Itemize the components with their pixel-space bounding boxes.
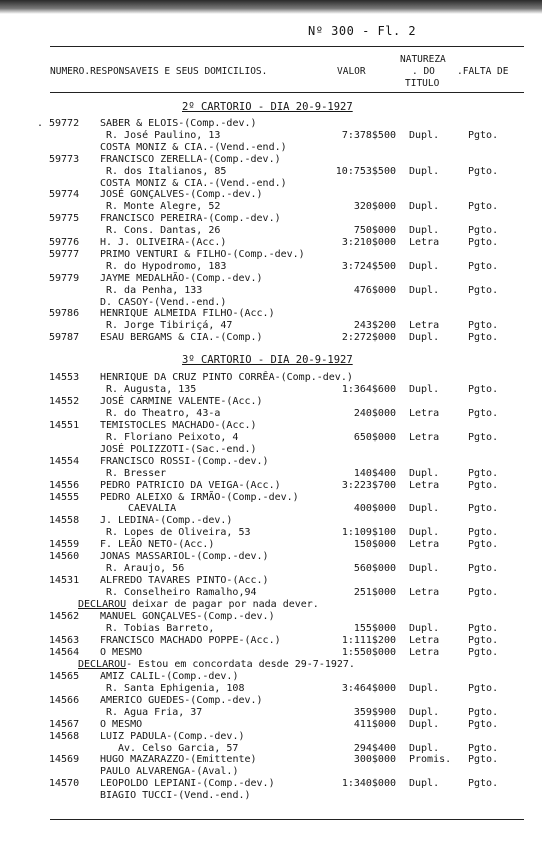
- table-row: [0, 166, 542, 177]
- falta-de: Pgto.: [468, 479, 499, 491]
- header-numero: NUMERO: [50, 66, 85, 77]
- header-natureza: NATUREZA: [400, 54, 446, 65]
- row-number: 59787: [49, 332, 80, 344]
- table-row: [0, 444, 542, 455]
- falta-de: Pgto.: [468, 527, 499, 539]
- value-amount: 1:340$000: [341, 778, 396, 790]
- responsible-name: R. dos Italianos, 85: [106, 165, 227, 177]
- table-row: [0, 432, 542, 443]
- value-amount: 251$000: [353, 587, 396, 599]
- table-row: [0, 671, 542, 682]
- falta-de: Pgto.: [468, 383, 499, 395]
- responsible-name: JAYME MEDALHÃO-(Comp.-dev.): [100, 272, 263, 284]
- table-row: [0, 647, 542, 658]
- table-row: [0, 778, 542, 789]
- responsible-name: ESAU BERGAMS & CIA.-(Comp.): [100, 332, 263, 344]
- falta-de: Pgto.: [468, 503, 499, 515]
- responsible-name: PEDRO PATRICIO DA VEIGA-(Acc.): [100, 479, 281, 491]
- row-number: 14553: [49, 372, 80, 383]
- row-number: 14567: [49, 718, 80, 730]
- table-row: [0, 587, 542, 598]
- table-row: [0, 754, 542, 765]
- declaration-text: - Estou em concordata desde 29-7-1927.: [126, 658, 355, 670]
- falta-de: Pgto.: [468, 682, 499, 694]
- row-number: 14564: [49, 646, 80, 658]
- value-amount: 2:272$000: [341, 332, 396, 344]
- row-number: 14563: [49, 634, 80, 646]
- table-row: [0, 623, 542, 634]
- responsible-name: R. Monte Alegre, 52: [106, 201, 221, 213]
- responsible-name: AMERICO GUEDES-(Comp.-dev.): [100, 694, 263, 706]
- bullet-mark: .: [37, 118, 44, 129]
- responsible-name: R. da Penha, 133: [106, 284, 203, 296]
- falta-de: Pgto.: [468, 742, 499, 754]
- title-nature: Dupl.: [409, 129, 440, 141]
- header-top-rule: [50, 46, 524, 47]
- table-row: [0, 408, 542, 419]
- falta-de: Pgto.: [468, 587, 499, 599]
- responsible-name: Av. Celso Garcia, 57: [118, 742, 239, 754]
- declaration-keyword: DECLAROU: [78, 599, 127, 610]
- responsible-name: R. Cons. Dantas, 26: [106, 225, 221, 237]
- title-nature: Dupl.: [409, 527, 440, 539]
- value-amount: 1:111$200: [341, 634, 396, 646]
- responsible-name: R. Tobias Barreto,: [106, 623, 215, 634]
- responsible-name: O MESMO: [100, 718, 143, 730]
- responsible-name: TEMISTOCLES MACHADO-(Acc.): [100, 419, 257, 431]
- row-number: 14558: [49, 515, 80, 527]
- value-amount: 750$000: [353, 225, 396, 237]
- responsible-name: F. LEÃO NETO-(Acc.): [100, 539, 215, 551]
- responsible-name: R. Lopes de Oliveira, 53: [106, 527, 251, 539]
- row-number: 59779: [49, 272, 80, 284]
- responsible-name: R. José Paulino, 13: [106, 129, 221, 141]
- row-number: 14565: [49, 670, 80, 682]
- responsible-name: LEOPOLDO LEPIANI-(Comp.-dev.): [100, 778, 275, 790]
- responsible-name: R. Augusta, 135: [106, 383, 197, 395]
- falta-de: Pgto.: [468, 407, 499, 419]
- value-amount: 476$000: [353, 284, 396, 296]
- header-do-dot: .: [412, 66, 424, 77]
- responsible-name: PAULO ALVARENGA-(Aval.): [100, 766, 239, 778]
- row-number: 14554: [49, 455, 80, 467]
- value-amount: 300$000: [353, 754, 396, 766]
- value-amount: 1:364$600: [341, 383, 396, 395]
- table-row: [0, 611, 542, 622]
- falta-de: Pgto.: [468, 320, 499, 332]
- title-nature: Letra: [409, 431, 440, 443]
- table-row: [0, 492, 542, 503]
- falta-de: Pgto.: [468, 201, 499, 213]
- value-amount: 3:724$500: [341, 260, 396, 272]
- table-row: [0, 719, 542, 730]
- footer-rule: [50, 819, 524, 820]
- falta-de: Pgto.: [468, 225, 499, 237]
- table-row: [0, 297, 542, 308]
- falta-de: Pgto.: [468, 646, 499, 658]
- table-row: [0, 635, 542, 646]
- row-number: 14568: [49, 730, 80, 742]
- value-amount: 140$400: [353, 467, 396, 479]
- title-nature: Letra: [409, 539, 440, 551]
- header-falta: .FALTA DE: [457, 66, 509, 77]
- table-row: [0, 396, 542, 407]
- responsible-name: R. Bresser: [106, 467, 167, 479]
- responsible-name: FRANCISCO ROSSI-(Comp.-dev.): [100, 455, 269, 467]
- table-row: [0, 539, 542, 550]
- row-number: 14531: [49, 575, 80, 587]
- table-row: [0, 420, 542, 431]
- title-nature: Dupl.: [409, 467, 440, 479]
- title-nature: Letra: [409, 634, 440, 646]
- responsible-name: JOSÉ CARMINE VALENTE-(Acc.): [100, 395, 263, 407]
- responsible-name: PEDRO ALEIXO & IRMÃO-(Comp.-dev.): [100, 491, 299, 503]
- table-row: [0, 213, 542, 224]
- table-row: [0, 178, 542, 189]
- title-nature: Letra: [409, 407, 440, 419]
- table-row: [0, 527, 542, 538]
- responsible-name: LUIZ PADULA-(Comp.-dev.): [100, 730, 245, 742]
- title-nature: Dupl.: [409, 778, 440, 790]
- title-nature: Dupl.: [409, 225, 440, 237]
- falta-de: Pgto.: [468, 754, 499, 766]
- row-number: 14556: [49, 479, 80, 491]
- title-nature: Dupl.: [409, 718, 440, 730]
- value-amount: 3:464$000: [341, 682, 396, 694]
- value-amount: 243$200: [353, 320, 396, 332]
- value-amount: 1:550$000: [341, 646, 396, 658]
- falta-de: Pgto.: [468, 563, 499, 575]
- responsible-name: HENRIQUE ALMEIDA FILHO-(Acc.): [100, 308, 275, 320]
- responsible-name: HENRIQUE DA CRUZ PINTO CORRÊA-(Comp.-dev.): [100, 372, 353, 383]
- title-nature: Promis.: [409, 754, 452, 766]
- table-row: [0, 261, 542, 272]
- header-do-text: DO: [423, 66, 435, 77]
- falta-de: Pgto.: [468, 467, 499, 479]
- falta-de: Pgto.: [468, 129, 499, 141]
- responsible-name: R. Agua Fria, 37: [106, 706, 203, 718]
- declaration-text: deixar de pagar por nada dever.: [126, 599, 319, 610]
- title-nature: Dupl.: [409, 201, 440, 213]
- falta-de: Pgto.: [468, 634, 499, 646]
- section-title: 2º CARTORIO - DIA 20-9-1927: [182, 101, 353, 113]
- responsible-name: O MESMO: [100, 646, 143, 658]
- falta-de: Pgto.: [468, 284, 499, 296]
- value-amount: 294$400: [353, 742, 396, 754]
- table-row: [0, 515, 542, 526]
- table-row: [0, 384, 542, 395]
- responsible-name: R. Floriano Peixoto, 4: [106, 431, 239, 443]
- value-amount: 7:378$500: [341, 129, 396, 141]
- title-nature: Dupl.: [409, 383, 440, 395]
- table-row: [0, 683, 542, 694]
- value-amount: 411$000: [353, 718, 396, 730]
- responsible-name: BIAGIO TUCCI-(Vend.-end.): [100, 790, 251, 802]
- header-do: [412, 67, 435, 77]
- responsible-name: JONAS MASSARIOL-(Comp.-dev.): [100, 551, 269, 563]
- title-nature: Letra: [409, 320, 440, 332]
- table-row: [0, 551, 542, 562]
- falta-de: Pgto.: [468, 260, 499, 272]
- table-row: [0, 503, 542, 514]
- falta-de: Pgto.: [468, 623, 499, 634]
- table-row: [0, 237, 542, 248]
- responsible-name: PRIMO VENTURI & FILHO-(Comp.-dev.): [100, 248, 305, 260]
- section-title: 3º CARTORIO - DIA 20-9-1927: [182, 354, 353, 366]
- table-row: [0, 707, 542, 718]
- title-nature: Letra: [409, 646, 440, 658]
- table-row: [0, 372, 542, 383]
- value-amount: 150$000: [353, 539, 396, 551]
- header-responsaveis: RESPONSAVEIS E SEUS DOMICILIOS.: [90, 66, 268, 77]
- value-amount: 3:223$700: [341, 479, 396, 491]
- value-amount: 320$000: [353, 201, 396, 213]
- table-row: [0, 599, 542, 610]
- header-titulo: TITULO: [405, 78, 440, 89]
- value-amount: 10:753$500: [335, 165, 396, 177]
- row-number: 59786: [49, 308, 80, 320]
- row-number: 14551: [49, 419, 80, 431]
- falta-de: Pgto.: [468, 778, 499, 790]
- table-row: [0, 273, 542, 284]
- falta-de: Pgto.: [468, 706, 499, 718]
- value-amount: 240$000: [353, 407, 396, 419]
- declaration-note: [78, 599, 319, 610]
- responsible-name: FRANCISCO ZERELLA-(Comp.-dev.): [100, 153, 281, 165]
- value-amount: 1:109$100: [341, 527, 396, 539]
- value-amount: 359$900: [353, 706, 396, 718]
- title-nature: Dupl.: [409, 563, 440, 575]
- value-amount: 560$000: [353, 563, 396, 575]
- row-number: 59777: [49, 248, 80, 260]
- table-row: [0, 456, 542, 467]
- responsible-name: COSTA MONIZ & CIA.-(Vend.-end.): [100, 177, 287, 189]
- responsible-name: COSTA MONIZ & CIA.-(Vend.-end.): [100, 141, 287, 153]
- title-nature: Dupl.: [409, 742, 440, 754]
- row-number: 59772: [49, 118, 80, 129]
- falta-de: Pgto.: [468, 332, 499, 344]
- row-number: 14559: [49, 539, 80, 551]
- title-nature: Dupl.: [409, 503, 440, 515]
- declaration-keyword: DECLAROU: [78, 658, 127, 670]
- responsible-name: JOSÉ POLIZZOTI-(Sac.-end.): [100, 443, 257, 455]
- table-row: [0, 118, 542, 129]
- title-nature: Dupl.: [409, 706, 440, 718]
- falta-de: Pgto.: [468, 237, 499, 248]
- table-row: [0, 225, 542, 236]
- table-row: [0, 142, 542, 153]
- responsible-name: AMIZ CALIL-(Comp.-dev.): [100, 670, 239, 682]
- table-row: [0, 130, 542, 141]
- title-nature: Dupl.: [409, 165, 440, 177]
- table-row: [0, 154, 542, 165]
- responsible-name: R. Conselheiro Ramalho,94: [106, 587, 257, 599]
- value-amount: 155$000: [353, 623, 396, 634]
- row-number: 14555: [49, 491, 80, 503]
- header-bottom-rule: [50, 92, 524, 93]
- responsible-name: R. do Hypodromo, 183: [106, 260, 227, 272]
- responsible-name: R. Araujo, 56: [106, 563, 185, 575]
- header-valor: VALOR: [337, 66, 366, 77]
- row-number: 59773: [49, 153, 80, 165]
- header-numero-responsaveis: [50, 67, 267, 77]
- responsible-name: R. Jorge Tibiriçá, 47: [106, 320, 233, 332]
- header-dot: .: [84, 66, 91, 77]
- table-row: [0, 468, 542, 479]
- responsible-name: R. do Theatro, 43-a: [106, 407, 221, 419]
- responsible-name: FRANCISCO MACHADO POPPE-(Acc.): [100, 634, 281, 646]
- responsible-name: FRANCISCO PEREIRA-(Comp.-dev.): [100, 213, 281, 225]
- table-row: [0, 201, 542, 212]
- table-row: [0, 189, 542, 200]
- responsible-name: D. CASOY-(Vend.-end.): [100, 296, 227, 308]
- falta-de: Pgto.: [468, 718, 499, 730]
- responsible-name: JOSÉ GONÇALVES-(Comp.-dev.): [100, 189, 263, 201]
- title-nature: Letra: [409, 587, 440, 599]
- row-number: 59775: [49, 213, 80, 225]
- title-nature: Dupl.: [409, 260, 440, 272]
- table-row: [0, 659, 542, 670]
- title-nature: Letra: [409, 479, 440, 491]
- table-row: [0, 766, 542, 777]
- row-number: 14569: [49, 754, 80, 766]
- row-number: 14560: [49, 551, 80, 563]
- responsible-name: ALFREDO TAVARES PINTO-(Acc.): [100, 575, 269, 587]
- title-nature: Dupl.: [409, 682, 440, 694]
- falta-de: Pgto.: [468, 165, 499, 177]
- table-row: [0, 575, 542, 586]
- responsible-name: CAEVALIA: [128, 503, 177, 515]
- title-nature: Letra: [409, 237, 440, 248]
- table-row: [0, 695, 542, 706]
- table-row: [0, 480, 542, 491]
- table-row: [0, 731, 542, 742]
- page-number: Nº 300 - Fl. 2: [308, 24, 417, 38]
- table-row: [0, 249, 542, 260]
- responsible-name: J. LEDINA-(Comp.-dev.): [100, 515, 233, 527]
- table-row: [0, 563, 542, 574]
- table-row: [0, 308, 542, 319]
- table-row: [0, 790, 542, 801]
- row-number: 59774: [49, 189, 80, 201]
- table-row: [0, 743, 542, 754]
- responsible-name: H. J. OLIVEIRA-(Acc.): [100, 237, 227, 248]
- falta-de: Pgto.: [468, 539, 499, 551]
- row-number: 14570: [49, 778, 80, 790]
- row-number: 59776: [49, 237, 80, 248]
- value-amount: 400$000: [353, 503, 396, 515]
- scan-edge: [0, 0, 542, 14]
- title-nature: Dupl.: [409, 332, 440, 344]
- title-nature: Dupl.: [409, 284, 440, 296]
- value-amount: 650$000: [353, 431, 396, 443]
- value-amount: 3:210$000: [341, 237, 396, 248]
- declaration-note: [78, 659, 355, 670]
- falta-de: Pgto.: [468, 431, 499, 443]
- responsible-name: MANUEL GONÇALVES-(Comp.-dev.): [100, 611, 275, 622]
- title-nature: Dupl.: [409, 623, 440, 634]
- responsible-name: SABER & ELOIS-(Comp.-dev.): [100, 118, 257, 129]
- responsible-name: HUGO MAZARAZZO-(Emittente): [100, 754, 257, 766]
- row-number: 14566: [49, 694, 80, 706]
- row-number: 14562: [49, 611, 80, 622]
- row-number: 14552: [49, 395, 80, 407]
- table-row: [0, 320, 542, 331]
- responsible-name: R. Santa Ephigenia, 108: [106, 682, 245, 694]
- table-row: [0, 285, 542, 296]
- table-row: [0, 332, 542, 343]
